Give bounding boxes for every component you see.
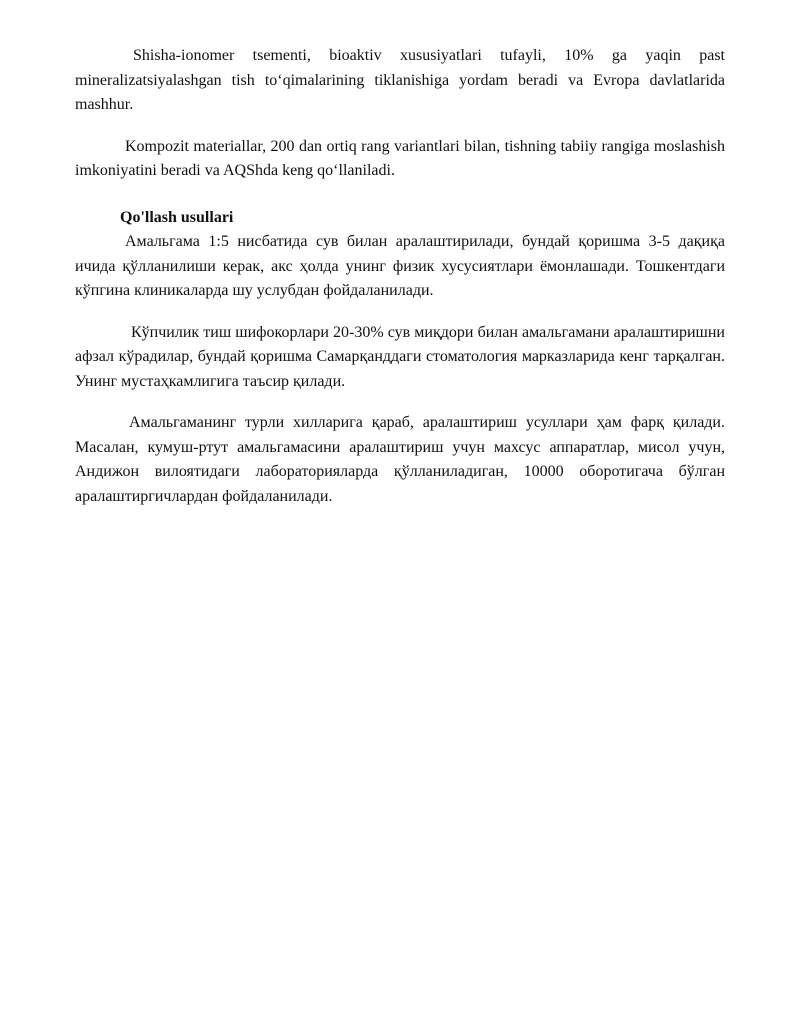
paragraph-composite: Kompozit materiallar, 200 dan ortiq rang variantlari bilan, tishning tabiiy rangiga moslashish imkoniyatini beradi va AQShda keng qo‘llaniladi. [75, 137, 725, 179]
document-page [75, 44, 725, 509]
section-heading: Qo'llash usullari [120, 208, 234, 226]
paragraph-glass-ionomer: Shisha-ionomer tsementi, bioaktiv xususiyatlari tufayli, 10% ga yaqin past mineralizatsiyalashgan tish to‘qimalarining tiklanishiga yordam beradi va Evropa davlatlarida mashhur. [75, 47, 725, 113]
paragraph-amalgam-ratio: Амальгама 1:5 нисбатида сув билан аралаштирилади, бундай қоришма 3-5 дақиқа ичида қўлланилиши керак, акс ҳолда унинг физик хусусиятлари ёмонлашади. Тошкентдаги кўпгина клиникаларда шу услубдан фойдаланилади. [75, 233, 725, 299]
paragraph-mixing-methods: Амальгаманинг турли хилларига қараб, аралаштириш усуллари ҳам фарқ қилади. Масалан, кумуш-ртут амальгамасини аралаштириш учун махсус аппаратлар, мисол учун, Андижон вилоятидаги лабораторияларда қўлланиладиган, 10000 оборотигача бўлган аралаштиргичлардан фойдаланилади. [75, 414, 725, 505]
paragraph-water-content: Кўпчилик тиш шифокорлари 20-30% сув миқдори билан амальгамани аралаштиришни афзал кўрадилар, бундай қоришма Самарқанддаги стоматология марказларида кенг тарқалган. Унинг мустаҳкамлигига таъсир қилади. [75, 323, 725, 390]
